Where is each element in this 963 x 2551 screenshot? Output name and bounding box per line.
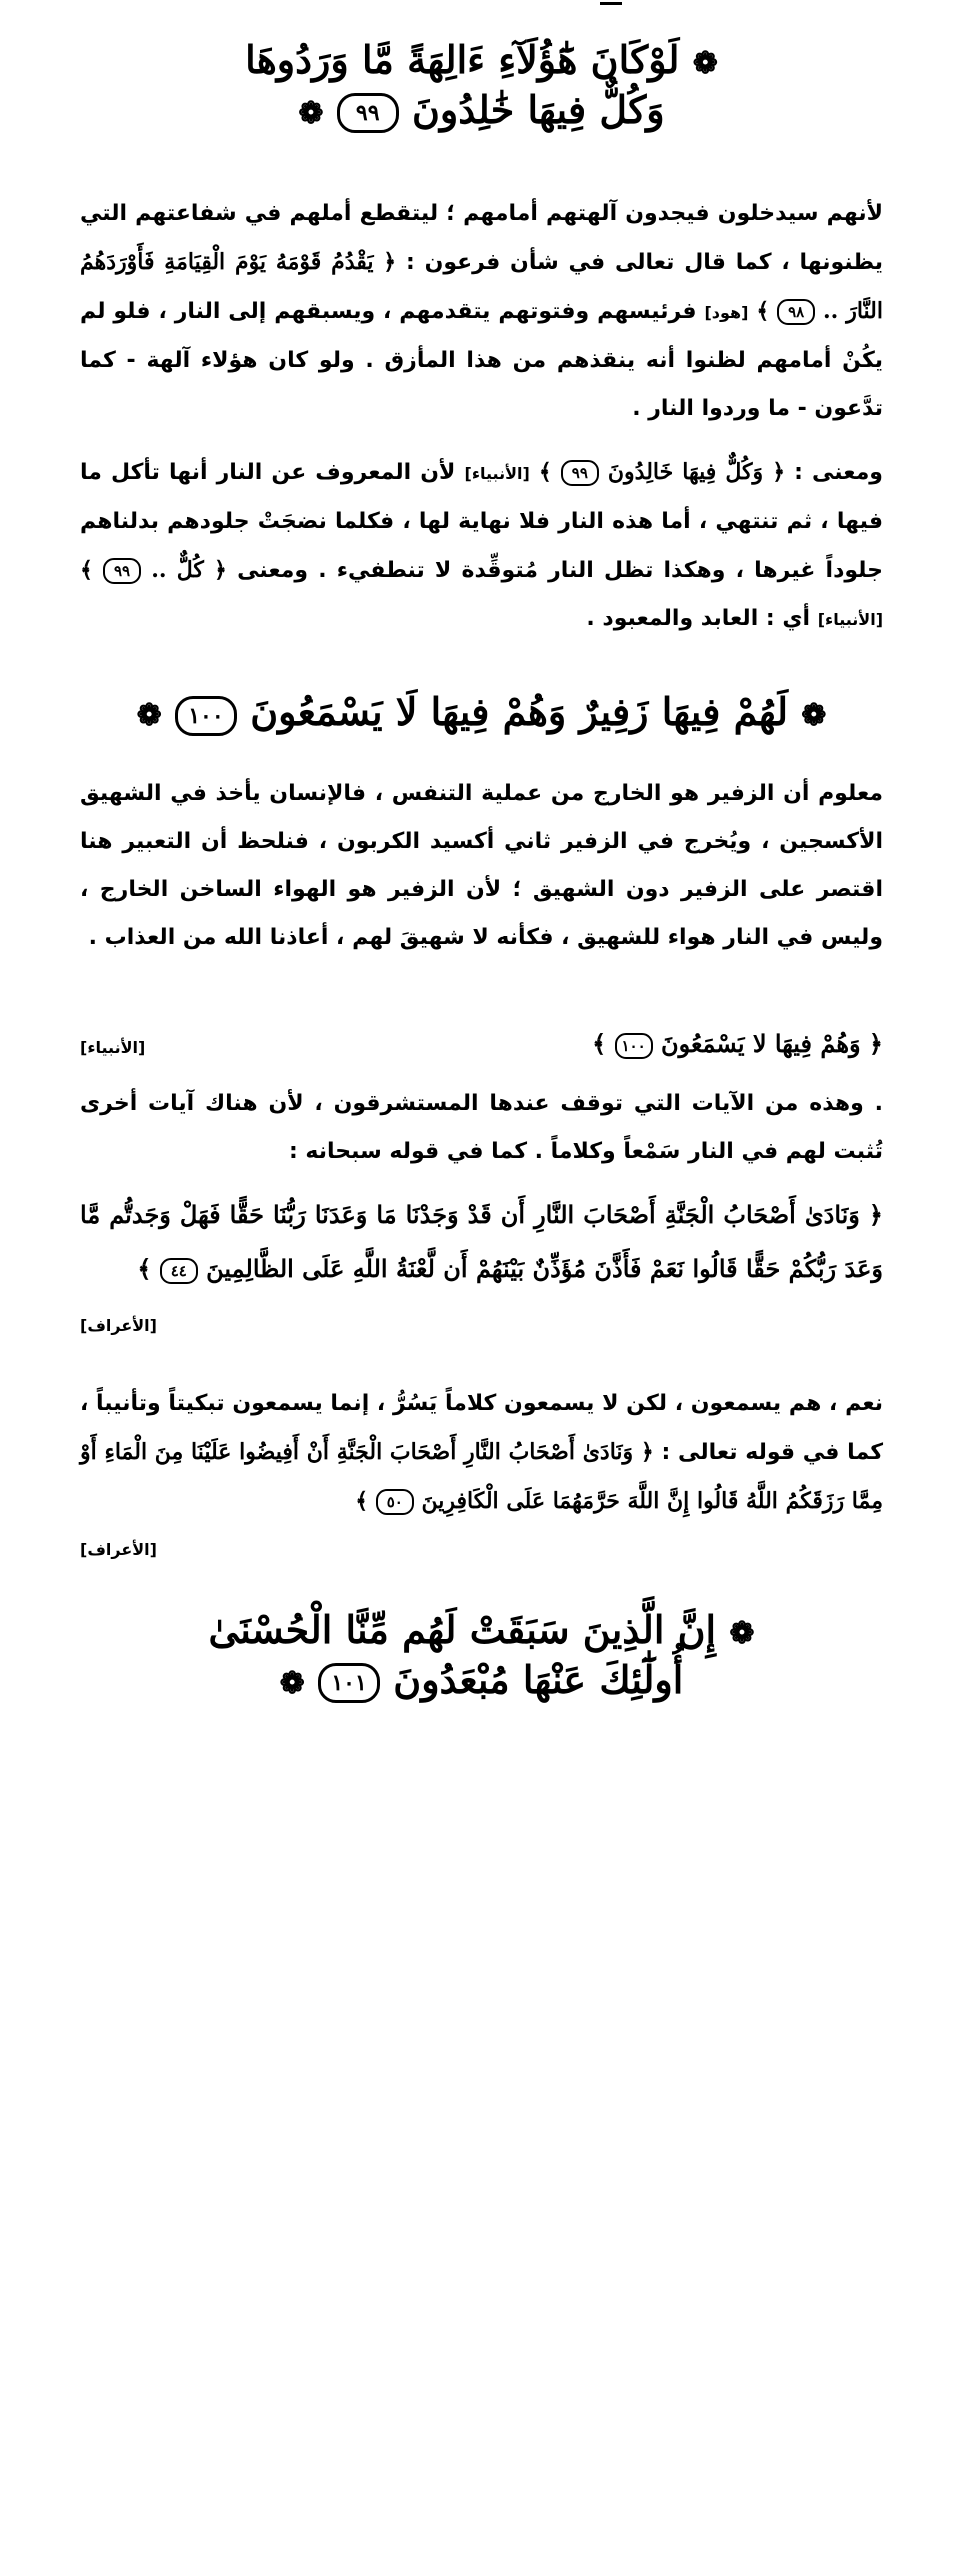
commentary-text: فرئيسهم وفتوتهم يتقدمهم ، ويسبقهم إلى النار ، فلو لم يكُنْ أمامهم لظنوا أنه ينقذهم من هذا المأزق . ولو كان هؤلاء آلهة - كما تدَّعون - ما وردوا النار .: [80, 299, 883, 421]
verse-number-badge: ١٠٠: [615, 1033, 653, 1059]
verse-99-header: [0, 38, 963, 133]
quran-quote-araf-44: ﴿ وَنَادَىٰ أَصْحَابُ الْجَنَّةِ أَصْحَابَ النَّارِ أَن قَدْ وَجَدْنَا مَا وَعَدَنَا رَبُّنَا حَقًّا فَهَلْ وَجَدتُّم مَّا وَعَدَ رَبُّكُمْ حَقًّا قَالُوا نَعَمْ فَأَذَّنَ مُؤَذِّنٌ بَيْنَهُمْ أَن لَّعْنَةُ اللَّهِ عَلَى الظَّالِمِينَ ٤٤ ﴾: [80, 1200, 883, 1283]
verse-99-text-1: لَوْكَانَ هَٰٓؤُلَآءِ ءَالِهَةً مَّا وَرَدُوهَا: [245, 37, 680, 82]
commentary-paragraph-1: [80, 190, 883, 433]
surah-reference: [الأنبياء]: [80, 1038, 146, 1057]
verse-99-line-1: [0, 38, 963, 82]
commentary-text: ومعنى :: [785, 460, 883, 485]
commentary-text: أي : العابد والمعبود .: [586, 606, 818, 631]
surah-reference: [الأعراف]: [80, 1540, 157, 1559]
verse-number-badge: ٥٠: [376, 1489, 414, 1515]
verse-number-badge: ٩٩: [561, 460, 599, 486]
commentary-text: . وهذه من الآيات التي توقف عندها المستشرقون ، لأن هناك آيات أخرى تُثبت لهم في النار سَمْعاً وكلاماً . كما في قوله سبحانه :: [80, 1091, 883, 1164]
commentary-paragraph-3: [80, 770, 883, 962]
verse-100-text: لَهُمْ فِيهَا زَفِيرٌ وَهُمْ فِيهَا لَا يَسْمَعُونَ: [250, 689, 789, 734]
verse-number-badge: ١٠٠: [175, 696, 237, 736]
quran-quote-araf-50: ﴿ وَنَادَىٰ أَصْحَابُ النَّارِ أَصْحَابَ الْجَنَّةِ أَنْ أَفِيضُوا عَلَيْنَا مِنَ الْمَاءِ أَوْ مِمَّا رَزَقَكُمُ اللَّهُ قَالُوا إِنَّ اللَّهَ حَرَّمَهُمَا عَلَى الْكَافِرِينَ ٥٠ ﴾: [80, 1439, 883, 1514]
commentary-text: نعم ، هم يسمعون ، لكن لا يسمعون كلاماً يَسُرُّ ، إنما يسمعون تبكيتاً وتأنيباً ، كما في قوله تعالى :: [80, 1391, 883, 1465]
commentary-paragraph-4: [80, 1080, 883, 1176]
inline-quran-quote: ﴿ وَكُلٌّ فِيهَا خَالِدُونَ ٩٩ ﴾: [529, 459, 786, 485]
standalone-verse-quote: [80, 1022, 883, 1066]
ornament-icon: ❁: [136, 698, 162, 733]
surah-reference: [الأنبياء]: [464, 464, 530, 483]
verse-99-line-2: [0, 88, 963, 134]
top-edge-mark: [600, 2, 622, 15]
commentary-paragraph-2: [80, 448, 883, 644]
verse-number-badge: ٩٨: [777, 299, 815, 325]
ornament-icon: ❁: [692, 46, 718, 81]
verse-100-line-1: [0, 690, 963, 736]
commentary-text: لأنهم سيدخلون فيجدون آلهتهم أمامهم ؛ ليتقطع أملهم في شفاعتهم التي يظنونها ، كما قال تعالى في شأن فرعون :: [80, 201, 883, 275]
verse-101-text-2: أُولَٰٓئِكَ عَنْهَا مُبْعَدُونَ: [393, 1656, 684, 1702]
verse-number-badge: ٤٤: [160, 1258, 198, 1284]
ornament-icon: ❁: [279, 1665, 305, 1701]
inline-quran-quote: ﴿ كُلٌّ .. ٩٩ ﴾: [80, 557, 227, 583]
verse-number-badge: ٩٩: [103, 558, 141, 584]
commentary-text: لأن المعروف عن النار أنها تأكل ما فيها ، ثم تنتهي ، أما هذه النار فلا نهاية لها ، فكلما نضجَتْ جلودهم بدلناهم جلوداً غيرها ، وهكذا تظل النار مُتوقِّدة لا تنطفيء . ومعنى: [80, 460, 883, 583]
verse-100-header: [0, 690, 963, 736]
verse-number-badge: ١٠١: [318, 1663, 380, 1703]
inline-quran-quote: ﴿ وَهُمْ فِيهَا لا يَسْمَعُونَ ١٠٠ ﴾: [592, 1029, 883, 1058]
surah-reference: [الأنبياء]: [817, 610, 883, 629]
ornament-icon: ❁: [298, 95, 324, 131]
verse-101-line-1: [0, 1608, 963, 1652]
verse-number-badge: ٩٩: [337, 93, 399, 133]
ornament-icon: ❁: [801, 698, 827, 733]
commentary-text: معلوم أن الزفير هو الخارج من عملية التنفس ، فالإنسان يأخذ في الشهيق الأكسجين ، ويُخرج في الزفير ثاني أكسيد الكربون ، فنلحظ أن التعبير هنا اقتصر على الزفير دون الشهيق ؛ لأن الزفير هو الهواء الساخن الخارج ، وليس في النار هواء للشهيق ، فكأنه لا شهيقَ لهم ، أعاذنا الله من العذاب .: [80, 781, 883, 950]
commentary-paragraph-5: [80, 1380, 883, 1526]
surah-reference: [الأعراف]: [80, 1316, 157, 1335]
verse-99-text-2: وَكُلٌّ فِيهَا خَٰلِدُونَ: [411, 86, 665, 132]
quran-quote-text: ﴿ وَنَادَىٰ أَصْحَابُ الْجَنَّةِ أَصْحَابَ النَّارِ أَن قَدْ وَجَدْنَا مَا وَعَدَنَا رَبُّنَا حَقًّا فَهَلْ وَجَدتُّم مَّا وَعَدَ رَبُّكُمْ حَقًّا قَالُوا نَعَمْ فَأَذَّنَ مُؤَذِّنٌ بَيْنَهُمْ أَن لَّعْنَةُ اللَّهِ عَلَى الظَّالِمِينَ: [80, 1200, 883, 1283]
verse-101-text-1: إِنَّ الَّذِينَ سَبَقَتْ لَهُم مِّنَّا الْحُسْنَىٰ: [208, 1607, 717, 1652]
surah-reference: [هود]: [704, 303, 749, 322]
verse-101-header: [0, 1608, 963, 1703]
inline-quran-quote: ﴿ يَقْدُمُ قَوْمَهُ يَوْمَ الْقِيَامَةِ فَأَوْرَدَهُمُ النَّارَ .. ٩٨ ﴾: [80, 249, 883, 324]
verse-101-line-2: [0, 1658, 963, 1704]
ornament-icon: ❁: [729, 1616, 755, 1651]
